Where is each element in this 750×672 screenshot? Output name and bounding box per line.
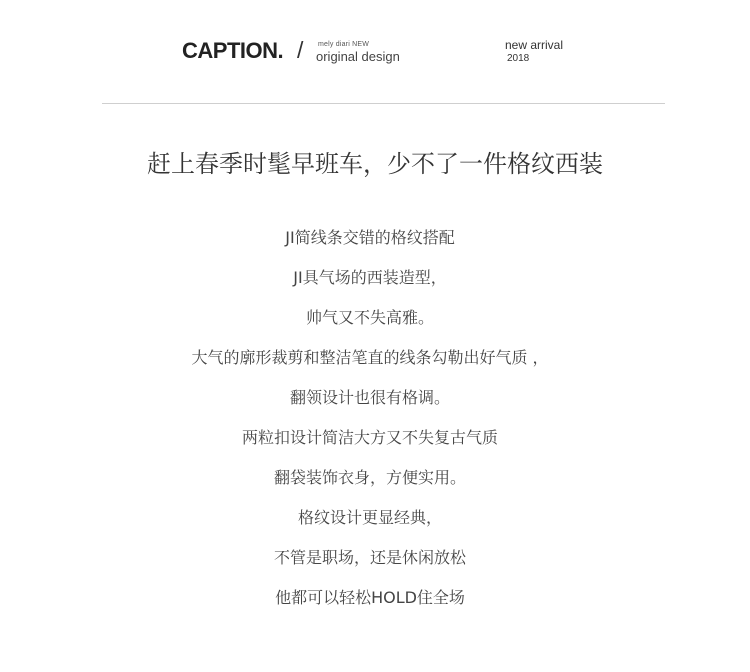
description-line: 不管是职场，还是休闲放松 — [273, 548, 466, 567]
brand-logo: CAPTION. — [182, 38, 284, 63]
description-line: JI具气场的西装造型， — [293, 268, 447, 287]
description-line: 两粒扣设计简洁大方又不失复古气质 — [241, 428, 498, 447]
page-headline: 赶上春季时髦早班车，少不了一件格纹西装 — [147, 150, 603, 178]
tagline-main: original design — [316, 49, 400, 64]
description-line: 翻袋装饰衣身，方便实用。 — [273, 468, 466, 487]
description-line: 他都可以轻松HOLD住全场 — [275, 588, 465, 607]
new-arrival-label: new arrival — [505, 38, 564, 52]
description-line: 格纹设计更显经典， — [297, 508, 442, 527]
year-label: 2018 — [507, 53, 530, 64]
tagline-small: mely diari NEW — [318, 41, 370, 48]
description-line: JI简线条交错的格纹搭配 — [285, 228, 455, 247]
description-line: 帅气又不失高雅。 — [305, 308, 434, 327]
header-divider — [102, 103, 665, 104]
description-line: 大气的廓形裁剪和整洁笔直的线条勾勒出好气质 ， — [191, 348, 549, 367]
brand-separator: / — [297, 37, 304, 63]
description-lines — [0, 222, 740, 622]
description-line: 翻领设计也很有格调。 — [289, 388, 450, 407]
header — [0, 0, 750, 104]
